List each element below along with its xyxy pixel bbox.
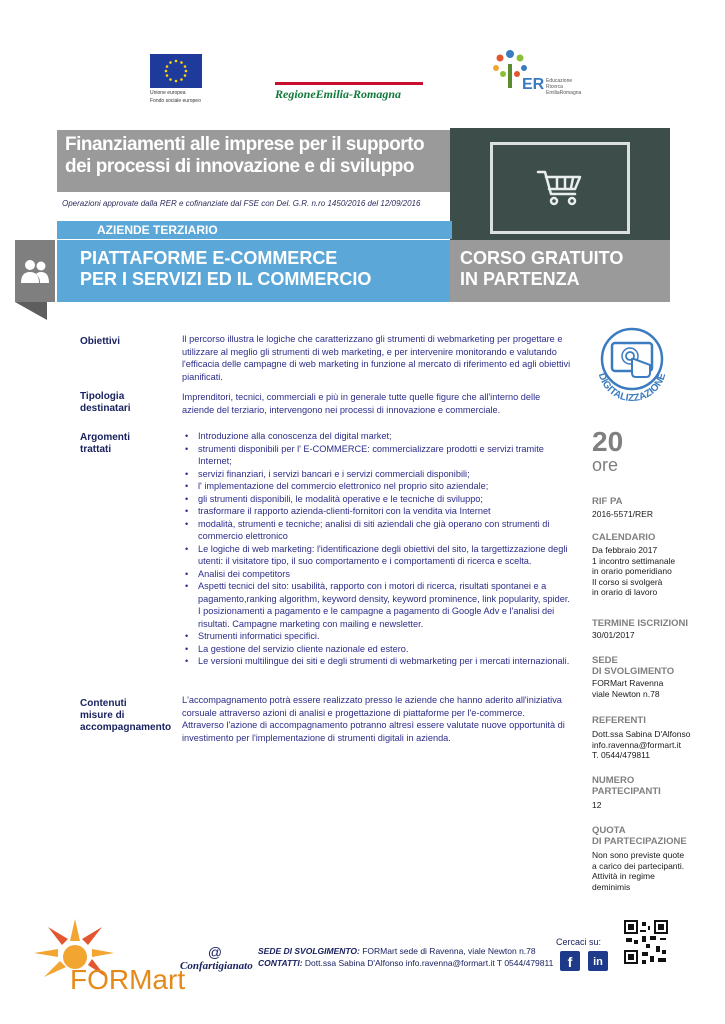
er-caption-3: EmiliaRomagna [546, 90, 582, 96]
numero-label-1: NUMERO [592, 775, 635, 786]
sede-value [592, 678, 717, 699]
sede-label-2: DI SVOLGIMENTO [592, 666, 675, 677]
contenuti-label-3: accompagnamento [80, 722, 172, 733]
er-caption-1: Educazione [546, 78, 573, 84]
er-logo [490, 46, 590, 106]
calendario-line: in orario pomeridiano [592, 566, 672, 576]
sede-line: FORMart Ravenna [592, 678, 664, 688]
rif-pa-label: RIF PA [592, 496, 623, 507]
quota-label-1: QUOTA [592, 825, 626, 836]
sede-line: viale Newton n.78 [592, 688, 660, 699]
referenti-line: T. 0544/479811 [592, 750, 650, 760]
calendario-line: in orario di lavoro [592, 587, 658, 597]
calendario-line: Da febbraio 2017 [592, 545, 658, 555]
list-item: • Aspetti tecnici del sito: usabilità, rapporto con i motori di ricerca, risultati spontanei e a pagamento,ranking algorithm, keyword density, keyword prominence, link popularity, spider. I posizionamenti a pagamento e le campagne a pagamento di Google Adv e l'analisi dei risultati. Campagne marketing con mailing e newsletter. [182, 580, 574, 630]
calendario-line: Il corso si svolgerà [592, 576, 663, 587]
footer-sede-value: FORMart sede di Ravenna, viale Newton n.78 [362, 946, 536, 956]
page-title-line-1: Finanziamenti alle imprese per il supporto [65, 134, 425, 155]
er-caption-2: Ricerca [546, 84, 563, 90]
list-item: • Le versioni multilingue dei siti e degli strumenti di webmarketing per i mercati internazionali. [182, 655, 574, 668]
regione-logo-text: RegioneEmilia-Romagna [275, 87, 402, 101]
contenuti-label-1: Contenuti [80, 698, 127, 709]
argomenti-label-1: Argomenti [80, 432, 130, 443]
footer-info [258, 945, 558, 969]
eu-caption-2: Fondo sociale europeo [150, 98, 201, 104]
formart-logo-text: FORMart [70, 964, 186, 995]
badge-text: DIGITALIZZAZIONE [595, 371, 669, 405]
cercaci-label: Cercaci su: [556, 937, 602, 947]
sector-tag: AZIENDE TERZIARIO [57, 221, 452, 239]
termine-value: 30/01/2017 [592, 630, 635, 640]
qr-code[interactable] [622, 918, 670, 966]
page-title-line-2: dei processi di innovazione e di sviluppo [65, 156, 415, 177]
course-tag-line-2: IN PARTENZA [460, 269, 580, 289]
obiettivi-label: Obiettivi [80, 336, 121, 347]
sede-label-1: SEDE [592, 655, 618, 666]
argomenti-label-2: trattati [80, 444, 112, 455]
confartigianato-logo [180, 944, 253, 990]
tipologia-label-2: destinatari [80, 403, 131, 414]
confartigianato-name: Confartigianato [180, 960, 253, 972]
sede-label [592, 655, 712, 677]
list-item: • Le logiche di web marketing: l'identificazione degli obiettivi del sito, la targettizzazione degli utenti: il visitatore tipo, il suo comportamento e i comportamenti di ricerca e scelta. [182, 543, 574, 568]
list-item: • l' implementazione del commercio elettronico nel proprio sito aziendale; [182, 480, 574, 493]
touch-screen-icon [588, 323, 676, 411]
approval-note: Operazioni approvate dalla RER e cofinanziate dal FSE con Del. G.R. n.ro 1450/2016 del 12/09/2016 [62, 199, 421, 208]
contenuti-text-2: Attraverso l'azione di accompagnamento potranno altresì essere valutate nuove opportunità di investimento per l'implementazione di strumenti digitali in azienda. [182, 720, 565, 743]
argomenti-label [80, 432, 130, 456]
contenuti-text [182, 694, 574, 744]
hours-label: ore [592, 455, 619, 475]
course-title [80, 248, 450, 290]
people-icon [19, 257, 51, 285]
list-item: • La gestione del servizio cliente nazionale ed estero. [182, 643, 574, 656]
quota-label [592, 825, 712, 847]
quota-value [592, 850, 717, 892]
list-item: • Analisi dei competitors [182, 568, 574, 581]
facebook-icon[interactable]: f [560, 951, 580, 971]
calendario-label: CALENDARIO [592, 532, 656, 543]
list-item: • Introduzione alla conoscenza del digital market; [182, 430, 574, 443]
course-tag-line-1: CORSO GRATUITO [460, 248, 624, 268]
course-title-line-2: PER I SERVIZI ED IL COMMERCIO [80, 269, 372, 289]
people-icon-box [15, 240, 55, 302]
list-item: • Strumenti informatici specifici. [182, 630, 574, 643]
confartigianato-at-symbol: @ [207, 944, 223, 960]
eu-caption-1: Unione europea [150, 90, 186, 96]
linkedin-icon[interactable]: in [588, 951, 608, 971]
contenuti-label [80, 698, 171, 734]
eu-logo [150, 54, 202, 104]
list-item: • servizi finanziari, i servizi bancari e i servizi commerciali disponibili; [182, 468, 574, 481]
calendario-value [592, 545, 717, 598]
numero-label-2: PARTECIPANTI [592, 786, 661, 797]
referenti-line: info.ravenna@formart.it [592, 739, 681, 750]
rif-pa-value: 2016-5571/RER [592, 509, 653, 519]
referenti-line: Dott.ssa Sabina D'Alfonso [592, 729, 691, 739]
list-item: • trasformare il rapporto azienda-clienti-fornitori con la vendita via Internet [182, 505, 574, 518]
quota-line: deminimis [592, 881, 631, 892]
list-item: • gli strumenti disponibili, le modalità operative e le tecniche di sviluppo; [182, 493, 574, 506]
tipologia-label [80, 391, 131, 415]
referenti-label: REFERENTI [592, 715, 646, 726]
obiettivi-text: Il percorso illustra le logiche che caratterizzano gli strumenti di webmarketing per progettare e utilizzare al meglio gli strumenti di web marketing, e per intervenire monitorando e valutando l'efficacia delle campagne di web marketing in funzione al mercato di riferimento ed agli obiettivi pianificati. [182, 334, 571, 382]
footer-contatti-label: CONTATTI: [258, 958, 303, 968]
list-item: • strumenti disponibili per l' E-COMMERCE: commercializzare prodotti e servizi tramite Internet; [182, 443, 574, 468]
footer-contatti-value: Dott.ssa Sabina D'Alfonso info.ravenna@formart.it T 0544/479811 [304, 958, 554, 968]
page-title [65, 134, 450, 178]
hours-value: 20 [592, 426, 624, 457]
eu-flag-icon [150, 54, 202, 88]
calendario-line: 1 incontro settimanale [592, 555, 676, 566]
argomenti-list [182, 430, 574, 668]
shopping-cart-icon [535, 168, 585, 208]
course-tag [460, 248, 660, 290]
er-logo-label: ER [522, 76, 545, 93]
list-item: • modalità, strumenti e tecniche; analisi di siti aziendali che già operano con strumenti di commercio elettronico [182, 518, 574, 543]
qr-code-icon [622, 918, 670, 966]
quota-line: Non sono previste quote [592, 850, 685, 860]
quota-label-2: DI PARTECIPAZIONE [592, 836, 687, 847]
termine-label: TERMINE ISCRIZIONI [592, 618, 689, 629]
contenuti-text-1: L'accompagnamento potrà essere realizzato presso le aziende che hanno aderito all'iniziativa corsuale attraverso azioni di analisi e progettazione di piattaforme per l'e-commerce. [182, 695, 562, 718]
numero-label [592, 775, 712, 797]
course-title-line-1: PIATTAFORME E-COMMERCE [80, 248, 338, 268]
quota-line: Attività in regime [592, 871, 655, 881]
footer-sede-label: SEDE DI SVOLGIMENTO: [258, 946, 360, 956]
tipologia-text: Imprenditori, tecnici, commerciali e più in generale tutte quelle figure che all'interno delle aziende del terziario, intervengono nei processi di innovazione e commerciale. [182, 392, 541, 415]
digitalizzazione-badge [588, 323, 676, 411]
icon-box-fold [15, 302, 47, 320]
tipologia-label-1: Tipologia [80, 391, 125, 402]
contenuti-label-2: misure di [80, 710, 125, 721]
referenti-value [592, 729, 717, 761]
regione-logo [275, 82, 423, 104]
chalkboard-image [450, 128, 670, 240]
numero-value: 12 [592, 800, 602, 810]
quota-line: a carico dei partecipanti. [592, 860, 685, 871]
